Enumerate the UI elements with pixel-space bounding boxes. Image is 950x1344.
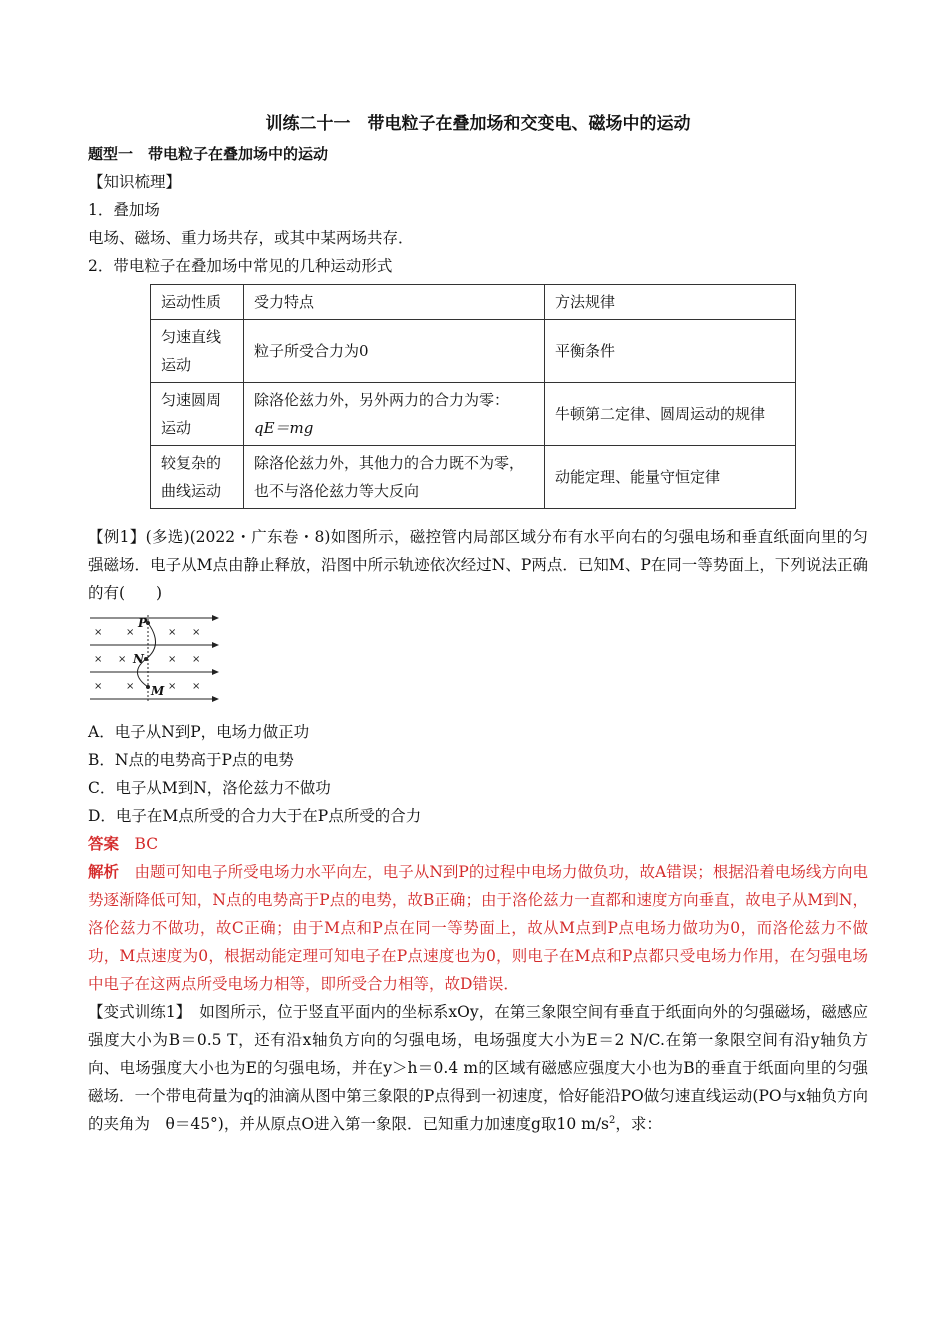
field-diagram [88,611,220,705]
variant1-label: 【变式训练1】 [88,1003,184,1021]
table-cell: 匀速圆周运动 [151,383,244,446]
item1-text: 电场、磁场、重力场共存，或其中某两场共存． [88,229,414,247]
table-header-row [151,285,796,320]
table-header-cell: 方法规律 [545,285,796,320]
option-d: D．电子在M点所受的合力大于在P点所受的合力 [88,807,422,825]
x-mark: × [94,681,103,692]
table-cell: 牛顿第二定律、圆周运动的规律 [545,383,796,446]
point-label-m: M [151,684,165,698]
point-label-p: P [138,616,148,630]
magnetron-figure [88,611,868,714]
x-mark: × [118,654,127,665]
answer-value: BC [134,835,159,853]
table-row [151,383,796,446]
motion-forms-table [150,284,796,509]
variant1-text: 如图所示，位于竖直平面内的坐标系xOy，在第三象限空间有垂直于纸面向外的匀强磁场，磁感应强度大小为B＝0.5 T，还有沿x轴负方向的匀强电场，电场强度大小为E＝2 N/C.在第一象限空间有沿y轴负方向、电场强度大小也为E的匀强电场，并在y＞h＝0.4 m的区域有磁感应强度大小也为B的垂直于纸面向里的匀强磁场．一个带电荷量为q的油滴从图中第三象限的P点得到一初速度，恰好能沿PO做匀速直线运动(PO与x轴负方向的夹角为 θ＝45°)，并从原点O进入第一象限．已知重力加速度g取10 m/s [88,1003,868,1133]
document-page [88,110,868,1138]
table-row [151,320,796,383]
variant1-superscript: 2 [609,1114,616,1126]
analysis-paragraph [88,858,868,998]
table-cell-with-formula [244,383,545,446]
x-mark: × [126,681,135,692]
table-header-cell: 运动性质 [151,285,244,320]
example1-label: 【例1】 [88,528,146,546]
point-label-n: N [133,652,144,666]
x-mark: × [192,627,201,638]
x-mark: × [94,627,103,638]
table-cell-formula: qE＝mg [254,419,314,437]
variant1-paragraph [88,998,868,1138]
table-cell: 粒子所受合力为0 [244,320,545,383]
table-cell-text: 除洛伦兹力外，另外两力的合力为零： [254,391,510,409]
analysis-text: 由题可知电子所受电场力水平向左，电子从N到P的过程中电场力做负功，故A错误；根据沿着电场线方向电势逐渐降低可知，N点的电势高于P点的电势，故B正确；由于洛伦兹力一直都和速度方向垂直，故电子从M到N，洛伦兹力不做功，故C正确；由于M点和P点在同一等势面上，故从M点到P点电场力做功为0，而洛伦兹力不做功，M点速度为0，根据动能定理可知电子在P点速度也为0，则电子在M点和P点都只受电场力作用，在匀强电场中电子在这两点所受电场力相等，即所受合力相等，故D错误． [88,863,868,993]
x-mark: × [168,681,177,692]
x-mark: × [126,627,135,638]
table-row [151,446,796,509]
answer-line [88,830,868,858]
x-mark: × [192,654,201,665]
table-cell: 除洛伦兹力外，其他力的合力既不为零，也不与洛伦兹力等大反向 [244,446,545,509]
table-header-cell: 受力特点 [244,285,545,320]
option-b: B．N点的电势高于P点的电势 [88,751,294,769]
table-cell: 匀速直线运动 [151,320,244,383]
item1-title: 1．叠加场 [88,201,160,219]
table-cell: 较复杂的曲线运动 [151,446,244,509]
example1-stem: (多选)(2022・广东卷・8)如图所示，磁控管内局部区域分布有水平向右的匀强电场和垂直纸面向里的匀强磁场．电子从M点由静止释放，沿图中所示轨迹依次经过N、P两点．已知M、P在同一等势面上，下列说法正确的有( ) [88,528,868,602]
page-title: 训练二十一 带电粒子在叠加场和交变电、磁场中的运动 [265,114,691,134]
item2-title: 2．带电粒子在叠加场中常见的几种运动形式 [88,257,393,275]
table-cell: 动能定理、能量守恒定律 [545,446,796,509]
analysis-label: 解析 [88,863,120,881]
x-mark: × [192,681,201,692]
option-a: A．电子从N到P，电场力做正功 [88,723,310,741]
answer-label: 答案 [88,835,120,853]
section-heading: 题型一 带电粒子在叠加场中的运动 [88,145,329,163]
x-mark: × [94,654,103,665]
x-mark: × [168,627,177,638]
x-mark: × [168,654,177,665]
option-c: C．电子从M到N，洛伦兹力不做功 [88,779,331,797]
knowledge-header: 【知识梳理】 [88,173,182,191]
example1-stem-paragraph [88,523,868,607]
table-cell: 平衡条件 [545,320,796,383]
variant1-tail: ，求： [615,1115,662,1133]
